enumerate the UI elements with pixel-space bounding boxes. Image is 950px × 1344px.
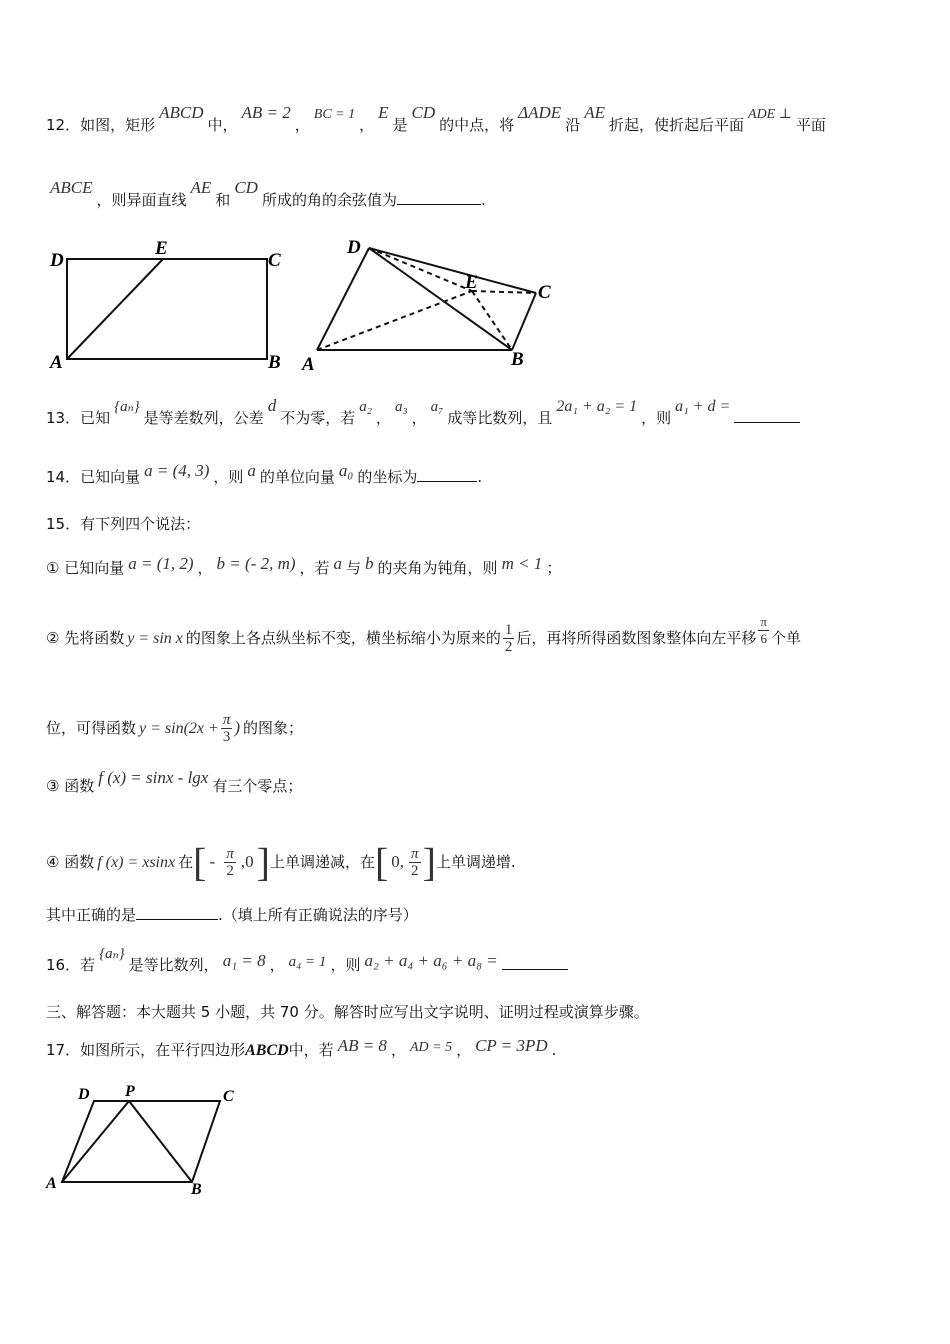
fraction: $\frac{\pi}{6}$ [760,614,767,646]
math: AD = 5 [409,1040,453,1055]
math: E [378,103,389,122]
math: AE [584,103,605,122]
label-a2: A [302,354,315,375]
label-e: E [155,238,168,259]
figure-rectangle [40,232,560,377]
answer-blank [136,905,218,920]
q12-line2: ABCE，则异面直线AE和CD所成的角的余弦值为 . [50,178,486,209]
label-e2: E [465,272,478,293]
edge-eb [472,291,512,350]
math: a [247,461,256,480]
math-bold: ABCD [245,1042,289,1059]
q15-head: 15．有下列四个说法： [46,515,201,533]
math: {aₙ} [114,399,140,415]
label-b3: B [191,1181,202,1198]
q12-line1: 12．如图，矩形ABCD中，AB = 2，BC = 1，E是CD的中点，将ΔADE沿AE折起，使折起后平面ADE ⊥平面 [46,103,826,134]
parallelogram-abcd [62,1101,220,1182]
label-b: B [268,352,281,373]
fraction: $\frac{\pi}{3}$ [222,712,231,745]
figure-parallelogram [40,1080,250,1200]
math: ΔADE [518,103,562,122]
label-b2: B [511,349,524,370]
math: a₇ [430,399,444,415]
math: a [333,554,343,573]
math: AB = 8 [337,1036,387,1055]
answer-blank [502,955,568,970]
label-p3: P [125,1083,135,1100]
segment-ap [62,1101,129,1182]
math: AB = 2 [241,103,291,122]
q15-s4: ④ 函数 f (x) = xsinx 在[ - $\frac{\pi}{2}$ ,0]上单调递减，在[ 0, $\frac{\pi}{2}$ ]上单调递增. [46,839,516,885]
edge-bc [512,293,536,350]
answer-blank [397,190,481,205]
rect-abcd [67,259,267,359]
math: a₃ [394,399,408,415]
q15-s2: ② 先将函数 y = sin x 的图象上各点纵坐标不变，横坐标缩小为原来的 $\frac{1}{2}$ 后，再将所得函数图象整体向左平移 $\frac{\pi}{6}$ 个单 [46,614,802,655]
math: m < 1 [501,554,543,573]
segment-pb [129,1101,192,1182]
label-a: A [50,352,63,373]
edge-db [369,248,512,350]
q17: 17．如图所示，在平行四边形ABCD中，若 AB = 8 ， AD = 5 ， CP = 3PD . [46,1036,557,1059]
math: d [267,396,277,415]
fraction: $\frac{\pi}{2}$ [226,846,234,879]
math: y = sin x [127,630,183,647]
q16: 16．若{aₙ}是等比数列， a₁ = 8 ， a₄ = 1 ，则 a₂ + a₄ + a₆ + a₈ = [46,955,568,976]
q15-s2-cont: 位，可得函数 y = sin(2x + $\frac{\pi}{3}$ ) 的图象； [46,712,304,745]
q14: 14．已知向量 a = (4, 3) ，则 a 的单位向量 a₀ 的坐标为 . [46,461,483,486]
label-d: D [50,250,64,271]
segment-ae [67,259,163,359]
math: b [365,554,374,573]
math: CP = 3PD [475,1036,548,1055]
math: {aₙ} [99,946,125,962]
math: b = (- 2, m) [216,554,296,573]
q15-s1: ① 已知向量 a = (1, 2) ， b = (- 2, m) ，若 a 与 b 的夹角为钝角，则 m < 1 ； [46,554,562,577]
label-c2: C [538,282,551,303]
q15-s3: ③ 函数 f (x) = sinx - lgx 有三个零点； [46,768,303,795]
math: a₄ = 1 [288,954,327,970]
fraction: $\frac{\pi}{2}$ [411,846,419,879]
label-c: C [268,250,281,271]
math: a₂ [359,399,372,415]
math: 2a₁ + a₂ = 1 [556,398,638,415]
label-d2: D [347,237,361,258]
q15-tail: 其中正确的是 .（填上所有正确说法的序号） [46,906,418,924]
math: a = (1, 2) [128,554,194,573]
label-c3: C [223,1088,234,1105]
math: y = sin(2x + [139,720,219,737]
label-a3: A [46,1175,57,1192]
answer-blank [417,467,477,482]
math: ABCE [50,178,93,197]
math: a₁ + d = [675,398,731,415]
label-d3: D [78,1086,90,1103]
math: a₁ = 8 [222,951,266,970]
math: f (x) = sinx - lgx [98,768,209,787]
q13: 13．已知{aₙ}是等差数列，公差d不为零，若a₂，a₃，a₇成等比数列，且2a₁ + a₂ = 1，则a₁ + d = [46,408,800,429]
math: a = (4, 3) [144,461,210,480]
edge-ae [317,291,472,350]
math: CD [411,103,436,122]
math: CD [234,178,258,197]
math: a₂ + a₄ + a₆ + a₈ = [364,951,498,970]
math: a₀ [338,461,354,480]
math: ADE ⊥ [748,107,792,122]
section-3-heading: 三、解答题：本大题共 5 小题，共 70 分。解答时应写出文字说明、证明过程或演算步骤。 [46,1003,649,1021]
math: AE [190,178,212,197]
answer-blank [734,408,800,423]
math: f (x) = xsinx [97,854,176,871]
math: BC = 1 [313,107,356,122]
edge-dc [369,248,536,293]
edge-ad [317,248,369,350]
fraction: $\frac{1}{2}$ [504,622,513,655]
figure-folded [301,237,551,375]
math: ABCD [159,103,204,122]
